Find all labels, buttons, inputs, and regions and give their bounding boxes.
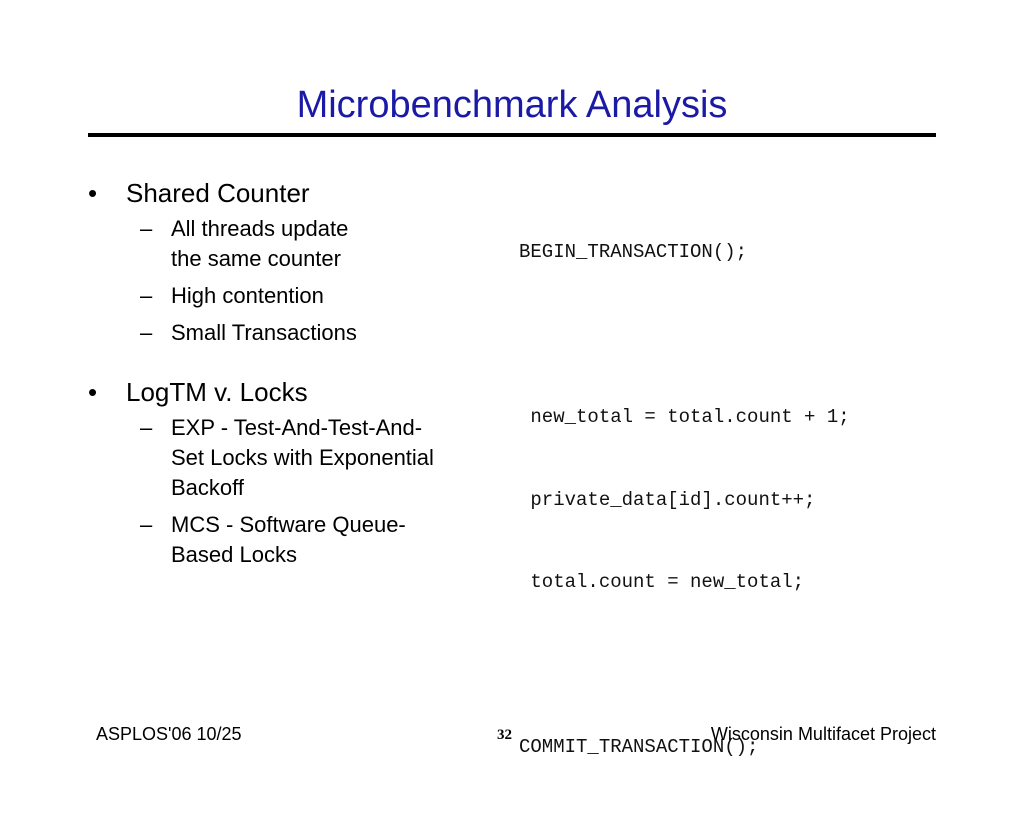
footer-project: Wisconsin Multifacet Project bbox=[710, 724, 936, 744]
sub-bullet bbox=[126, 214, 508, 274]
sub-bullet-text: High contention bbox=[171, 283, 324, 308]
bullet-logtm-v-locks bbox=[88, 375, 508, 409]
bullet-text: Shared Counter bbox=[126, 178, 310, 208]
bullet-list bbox=[88, 176, 508, 577]
dash-marker: – bbox=[140, 216, 153, 241]
dash-marker: – bbox=[140, 415, 153, 440]
sub-bullet-list bbox=[88, 214, 508, 348]
sub-bullet bbox=[126, 413, 508, 503]
code-line: COMMIT_TRANSACTION(); bbox=[519, 736, 759, 758]
bullet-marker: • bbox=[88, 377, 98, 407]
dash-marker: – bbox=[140, 283, 153, 308]
sub-bullet-text: Small Transactions bbox=[171, 320, 357, 345]
sub-bullet bbox=[126, 318, 508, 348]
page-number: 32 bbox=[497, 727, 512, 743]
bullet-text: LogTM v. Locks bbox=[126, 377, 308, 407]
code-line: new_total = total.count + 1; bbox=[519, 406, 850, 428]
bullet-shared-counter bbox=[88, 176, 508, 210]
code-line: private_data[id].count++; bbox=[519, 488, 816, 511]
sub-bullet-text: EXP - Test-And-Test-And- Set Locks with Exponential Backoff bbox=[171, 415, 434, 500]
dash-marker: – bbox=[140, 512, 153, 537]
code-line bbox=[519, 322, 850, 350]
code-line bbox=[519, 652, 850, 680]
slide-title: Microbenchmark Analysis bbox=[296, 84, 728, 126]
sub-bullet bbox=[126, 281, 508, 311]
title-divider bbox=[88, 133, 936, 137]
code-block bbox=[519, 184, 850, 817]
bullet-marker: • bbox=[88, 178, 98, 208]
code-line: BEGIN_TRANSACTION(); bbox=[519, 241, 748, 263]
sub-bullet bbox=[126, 510, 508, 570]
sub-bullet-text: MCS - Software Queue- Based Locks bbox=[171, 512, 406, 567]
footer-conference: ASPLOS'06 10/25 bbox=[96, 724, 242, 744]
sub-bullet-list bbox=[88, 413, 508, 570]
code-line: total.count = new_total; bbox=[519, 571, 805, 593]
sub-bullet-text: All threads update the same counter bbox=[171, 216, 349, 271]
dash-marker: – bbox=[140, 320, 153, 345]
